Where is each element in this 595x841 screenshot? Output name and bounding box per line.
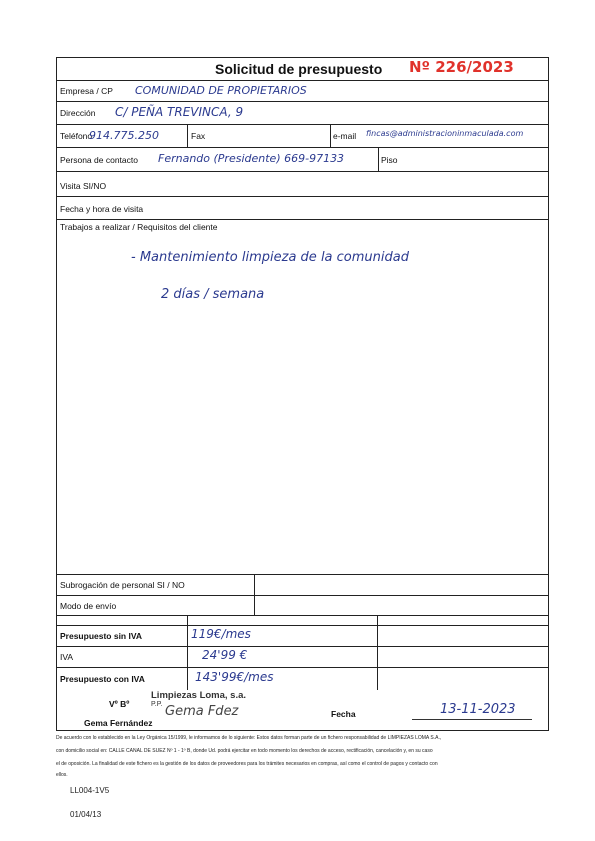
- pp-label: P.P.: [151, 701, 163, 708]
- row-firma: [57, 689, 548, 731]
- con-iva-value: 143'99€/mes: [195, 670, 274, 684]
- piso-label: Piso: [381, 155, 398, 165]
- trabajos-label: Trabajos a realizar / Requisitos del cliente: [60, 222, 218, 232]
- iva-label: IVA: [60, 652, 74, 662]
- row-fecha-visita: [57, 196, 548, 219]
- fecha-visita-label: Fecha y hora de visita: [60, 204, 144, 214]
- telefono-label: Teléfono: [60, 131, 93, 141]
- direccion-value: C/ PEÑA TREVINCA, 9: [115, 105, 244, 119]
- trabajos-line2: 2 días / semana: [161, 287, 265, 302]
- company-stamp: Limpiezas Loma, s.a.: [151, 690, 247, 701]
- contacto-label: Persona de contacto: [60, 155, 138, 165]
- telefono-value: 914.775.250: [89, 129, 159, 142]
- signature: Gema Fdez: [165, 704, 239, 719]
- con-iva-label: Presupuesto con IVA: [60, 674, 145, 684]
- form-title: Solicitud de presupuesto: [215, 61, 383, 77]
- row-direccion: [57, 101, 548, 124]
- form-code: LL004-1V5: [70, 786, 110, 795]
- trabajos-line1: - Mantenimiento limpieza de la comunidad: [131, 250, 409, 265]
- form-frame: [56, 57, 549, 731]
- legal-line-3: el de oposición. La finalidad de este fichero es la gestión de los datos de proveedores para los trámites necesarios en compras, así como el control de pagos y contacto con: [56, 761, 438, 767]
- empresa-label: Empresa / CP: [60, 86, 113, 96]
- vobo-label: Vº Bº: [109, 699, 130, 709]
- signer-name: Gema Fernández: [84, 718, 153, 728]
- row-visita: [57, 171, 548, 196]
- legal-line-1: De acuerdo con lo establecido en la Ley Orgánica 15/1999, le informamos de lo siguiente: Estos datos forman parte de un fichero responsabilidad de LIMPIEZAS LOMA S.A.,: [56, 735, 442, 741]
- row-con-iva: [57, 667, 548, 689]
- legal-line-2: con domicilio social en: CALLE CANAL DE SUEZ Nº 1 - 1º B, donde Ud. podrá ejercitar en todo momento los derechos de acceso, rectificación, cancelación y, en su caso: [56, 748, 433, 754]
- sin-iva-value: 119€/mes: [191, 627, 251, 641]
- contacto-value: Fernando (Presidente) 669-97133: [158, 152, 345, 165]
- request-number: Nº 226/2023: [409, 58, 514, 76]
- fecha-value: 13-11-2023: [440, 702, 516, 717]
- sin-iva-label: Presupuesto sin IVA: [60, 631, 143, 641]
- row-empresa: [57, 80, 548, 101]
- row-trabajos: [57, 219, 548, 576]
- subrogacion-label: Subrogación de personal SI / NO: [60, 580, 185, 590]
- row-telefono: [57, 124, 548, 147]
- legal-line-4: ellos.: [56, 772, 68, 778]
- fecha-label: Fecha: [331, 709, 356, 719]
- email-value: fincas@administracioninmaculada.com: [366, 129, 524, 138]
- iva-value: 24'99 €: [202, 648, 248, 662]
- direccion-label: Dirección: [60, 108, 96, 118]
- row-sin-iva: [57, 625, 548, 646]
- empresa-value: COMUNIDAD DE PROPIETARIOS: [135, 84, 307, 97]
- row-subrogacion: [57, 574, 548, 595]
- row-envio: [57, 595, 548, 615]
- row-contacto: [57, 147, 548, 171]
- row-spacer: [57, 615, 548, 625]
- email-label: e-mail: [333, 131, 357, 141]
- row-iva: [57, 646, 548, 667]
- envio-label: Modo de envío: [60, 601, 117, 611]
- visita-label: Visita SI/NO: [60, 181, 107, 191]
- form-date: 01/04/13: [70, 810, 102, 819]
- fax-label: Fax: [191, 131, 206, 141]
